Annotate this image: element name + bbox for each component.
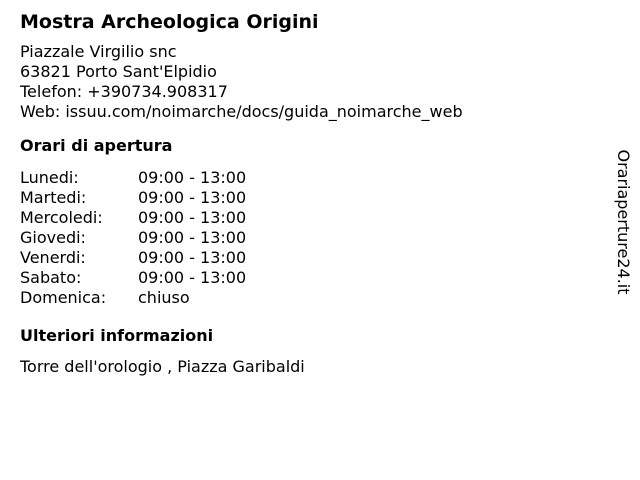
- hours-day: Lunedi:: [20, 168, 79, 187]
- hours-row-thursday: [20, 228, 600, 248]
- hours-row-wednesday: [20, 208, 600, 228]
- more-info-heading: Ulteriori informazioni: [20, 326, 214, 345]
- website: Web: issuu.com/noimarche/docs/guida_noimarche_web: [20, 102, 463, 121]
- hours-row-tuesday: [20, 188, 600, 208]
- hours-time: 09:00 - 13:00: [138, 168, 247, 187]
- business-name: Mostra Archeologica Origini: [20, 11, 319, 33]
- hours-row-friday: [20, 248, 600, 268]
- hours-heading: Orari di apertura: [20, 136, 173, 155]
- more-info-text: Torre dell'orologio , Piazza Garibaldi: [20, 357, 305, 376]
- business-card: [20, 10, 600, 377]
- hours-day: Giovedi:: [20, 228, 86, 247]
- hours-time: 09:00 - 13:00: [138, 228, 247, 247]
- hours-row-saturday: [20, 268, 600, 288]
- address-street: Piazzale Virgilio snc: [20, 42, 177, 61]
- hours-table: [20, 168, 600, 308]
- hours-row-sunday: [20, 288, 600, 308]
- hours-day: Venerdi:: [20, 248, 86, 267]
- address-block: [20, 42, 600, 122]
- address-city: 63821 Porto Sant'Elpidio: [20, 62, 217, 81]
- hours-time: 09:00 - 13:00: [138, 208, 247, 227]
- hours-day: Sabato:: [20, 268, 82, 287]
- hours-day: Martedi:: [20, 188, 87, 207]
- hours-row-monday: [20, 168, 600, 188]
- hours-time: 09:00 - 13:00: [138, 268, 247, 287]
- hours-time: 09:00 - 13:00: [138, 248, 247, 267]
- hours-day: Domenica:: [20, 288, 107, 307]
- site-watermark: Orariaperture24.it: [614, 149, 633, 295]
- hours-day: Mercoledi:: [20, 208, 103, 227]
- phone-number: Telefon: +390734.908317: [20, 82, 228, 101]
- hours-time: 09:00 - 13:00: [138, 188, 247, 207]
- hours-time: chiuso: [138, 288, 190, 307]
